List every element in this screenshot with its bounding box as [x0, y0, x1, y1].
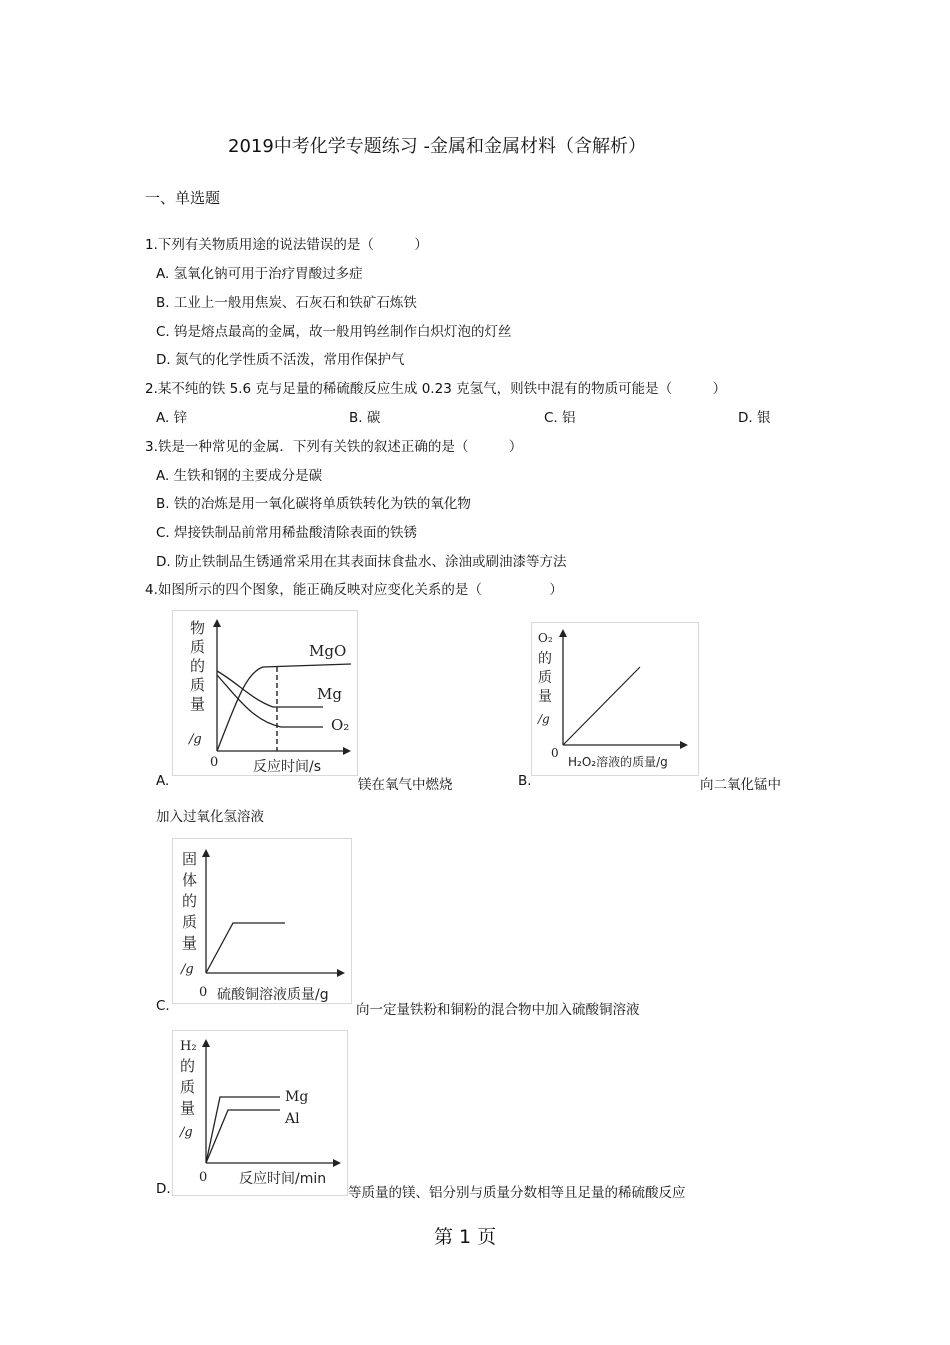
question-2-option-a: A. 锌 [156, 410, 188, 426]
question-4-option-c-text: 向一定量铁粉和铜粉的混合物中加入硫酸铜溶液 [356, 1002, 640, 1018]
graph-a-mg-burning [172, 610, 358, 776]
graph-b-ylabel-char: 质 [538, 670, 552, 686]
page-number: 第 1 页 [434, 1226, 497, 1248]
graph-c-origin: 0 [199, 985, 208, 1000]
graph-a-y-arrow [213, 619, 221, 627]
question-3-option-b: B. 铁的冶炼是用一氧化碳将单质铁转化为铁的氧化物 [156, 496, 471, 512]
graph-b-origin: 0 [551, 746, 559, 760]
graph-c-fe-cu-cuso4 [172, 838, 352, 1004]
graph-c-line [206, 923, 285, 973]
graph-a-series-label: Mg [317, 685, 342, 703]
question-4-option-d-letter: D. [156, 1181, 171, 1197]
graph-c-ylabel-char: 量 [182, 934, 198, 952]
question-3-stem: 3.铁是一种常见的金属．下列有关铁的叙述正确的是（ ） [145, 439, 523, 455]
graph-b-x-arrow [680, 741, 688, 749]
graph-d-x-arrow [333, 1159, 341, 1167]
section-heading: 一、单选题 [145, 189, 221, 207]
graph-a-ylabel-char: 的 [190, 657, 206, 675]
question-3-option-a: A. 生铁和钢的主要成分是碳 [156, 468, 323, 484]
question-2-option-d: D. 银 [738, 410, 771, 426]
graph-d-mg-al-acid [172, 1030, 348, 1196]
graph-d-origin: 0 [199, 1170, 208, 1185]
graph-b-mno2-h2o2 [531, 622, 699, 776]
graph-d-yunit: /g [180, 1125, 193, 1140]
graph-c-y-arrow [202, 849, 210, 857]
graph-a-yunit: /g [189, 732, 202, 747]
question-1-option-b: B. 工业上一般用焦炭、石灰石和铁矿石炼铁 [156, 295, 417, 311]
graph-d-xlabel: 反应时间/min [239, 1171, 327, 1187]
question-1-option-d: D. 氮气的化学性质不活泼，常用作保护气 [156, 352, 405, 368]
question-1-stem: 1.下列有关物质用途的说法错误的是（ ） [145, 237, 428, 253]
graph-c-ylabel-char: 固 [182, 850, 198, 868]
graph-d-ylabel-char: 量 [180, 1099, 196, 1117]
question-2-option-b: B. 碳 [349, 410, 381, 426]
graph-c-ylabel-char: 的 [182, 892, 198, 910]
graph-b-line [563, 667, 640, 745]
graph-b-yunit: /g [538, 712, 550, 726]
graph-c-ylabel-char: 质 [182, 913, 198, 931]
graph-d-series-label: Al [285, 1111, 300, 1127]
graph-a-ylabel-char: 质 [190, 676, 206, 694]
graph-c-ylabel-char: 体 [182, 871, 198, 889]
question-1-option-a: A. 氢氧化钠可用于治疗胃酸过多症 [156, 266, 363, 282]
graph-d-series-label: Mg [285, 1089, 309, 1105]
question-2-stem: 2.某不纯的铁 5.6 克与足量的稀硫酸反应生成 0.23 克氢气，则铁中混有的物质可能是（ ） [145, 381, 727, 397]
graph-a-ylabel-char: 物 [190, 619, 206, 637]
question-3-option-d: D. 防止铁制品生锈通常采用在其表面抹食盐水、涂油或刷油漆等方法 [156, 554, 567, 570]
graph-d-ylabel-char: H₂ [180, 1039, 197, 1054]
graph-a-ylabel-char: 量 [190, 695, 206, 713]
graph-c-xlabel: 硫酸铜溶液质量/g [217, 987, 329, 1003]
graph-a-ylabel-char: 质 [190, 638, 206, 656]
question-4-option-b-text: 向二氧化锰中 [700, 777, 781, 793]
graph-b-ylabel-char: 量 [538, 689, 552, 705]
graph-a-x-arrow [343, 747, 351, 755]
page-title: 2019中考化学专题练习 -金属和金属材料（含解析） [228, 136, 647, 157]
graph-b-xlabel: H₂O₂溶液的质量/g [568, 755, 668, 769]
question-3-option-c: C. 焊接铁制品前常用稀盐酸清除表面的铁锈 [156, 525, 418, 541]
graph-a-origin: 0 [210, 755, 219, 770]
graph-d-ylabel-char: 质 [180, 1078, 196, 1096]
graph-a-mg-curve [217, 671, 323, 707]
question-1-option-c: C. 钨是熔点最高的金属，故一般用钨丝制作白炽灯泡的灯丝 [156, 324, 512, 340]
graph-d-al-line [206, 1110, 280, 1163]
question-4-option-b-text-cont: 加入过氧化氢溶液 [156, 809, 264, 825]
question-4-option-d-text: 等质量的镁、铝分别与质量分数相等且足量的稀硫酸反应 [348, 1185, 686, 1201]
graph-b-y-arrow [559, 629, 567, 637]
graph-d-y-arrow [202, 1039, 210, 1047]
question-2-option-c: C. 铝 [544, 410, 576, 426]
graph-b-ylabel-char: 的 [538, 651, 552, 667]
question-4-option-a-text: 镁在氧气中燃烧 [358, 777, 453, 793]
graph-a-series-label: O₂ [331, 716, 350, 734]
graph-a-series-label: MgO [309, 642, 347, 660]
graph-d-mg-line [206, 1097, 280, 1163]
graph-a-o2-curve [217, 675, 323, 727]
graph-b-ylabel-char: O₂ [538, 631, 553, 645]
question-4-stem: 4.如图所示的四个图象，能正确反映对应变化关系的是（ ） [145, 582, 563, 598]
question-4-option-b-letter: B. [518, 773, 532, 789]
question-4-option-a-letter: A. [156, 773, 170, 789]
graph-c-yunit: /g [181, 962, 194, 977]
graph-c-x-arrow [337, 969, 345, 977]
graph-d-ylabel-char: 的 [180, 1057, 196, 1075]
graph-a-xlabel: 反应时间/s [253, 759, 322, 775]
question-4-option-c-letter: C. [156, 998, 170, 1014]
